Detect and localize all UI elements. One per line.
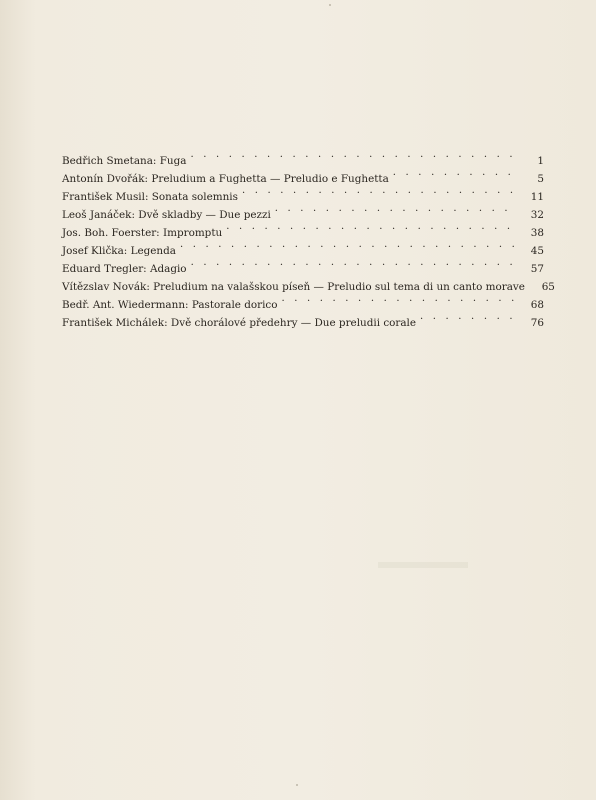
toc-entry-title: František Michálek: Dvě chorálové předehry — Due preludii corale xyxy=(62,317,417,329)
paper-speck xyxy=(296,784,298,786)
toc-entry-page: 32 xyxy=(530,209,544,221)
dot-leader xyxy=(226,218,518,236)
dot-leader xyxy=(190,146,518,164)
toc-entry-page: 5 xyxy=(537,173,544,185)
toc-entry-title: Eduard Tregler: Adagio xyxy=(62,263,187,275)
toc-entry-page: 65 xyxy=(541,281,555,293)
toc-entry-title: Vítězslav Novák: Preludium na valašskou píseň — Preludio sul tema di un canto morave xyxy=(62,281,525,293)
toc-entry-page: 1 xyxy=(537,155,544,167)
dot-leader xyxy=(275,200,518,218)
toc-entry xyxy=(62,146,544,167)
dot-leader xyxy=(242,182,518,200)
dot-leader xyxy=(393,164,518,182)
dot-leader xyxy=(282,290,518,308)
toc-entry-title: František Musil: Sonata solemnis xyxy=(62,191,238,203)
toc-entry-title: Jos. Boh. Foerster: Impromptu xyxy=(62,227,223,239)
toc-entry-title: Bedř. Ant. Wiedermann: Pastorale dorico xyxy=(62,299,278,311)
toc-entry-page: 68 xyxy=(530,299,544,311)
toc-entry-title: Bedřich Smetana: Fuga xyxy=(62,155,187,167)
show-through-print xyxy=(378,562,468,568)
toc-entry-title: Leoš Janáček: Dvě skladby — Due pezzi xyxy=(62,209,271,221)
toc-entry-page: 38 xyxy=(530,227,544,239)
table-of-contents xyxy=(62,146,555,329)
toc-entry-page: 11 xyxy=(530,191,544,203)
toc-entry-title: Josef Klička: Legenda xyxy=(62,245,176,257)
dot-leader xyxy=(180,236,518,254)
dot-leader xyxy=(191,254,518,272)
toc-entry-page: 45 xyxy=(530,245,544,257)
toc-entry-page: 76 xyxy=(530,317,544,329)
toc-entry-page: 57 xyxy=(530,263,544,275)
toc-entry-title: Antonín Dvořák: Preludium a Fughetta — Preludio e Fughetta xyxy=(62,173,389,185)
dot-leader xyxy=(420,308,518,326)
paper-speck xyxy=(329,4,331,6)
